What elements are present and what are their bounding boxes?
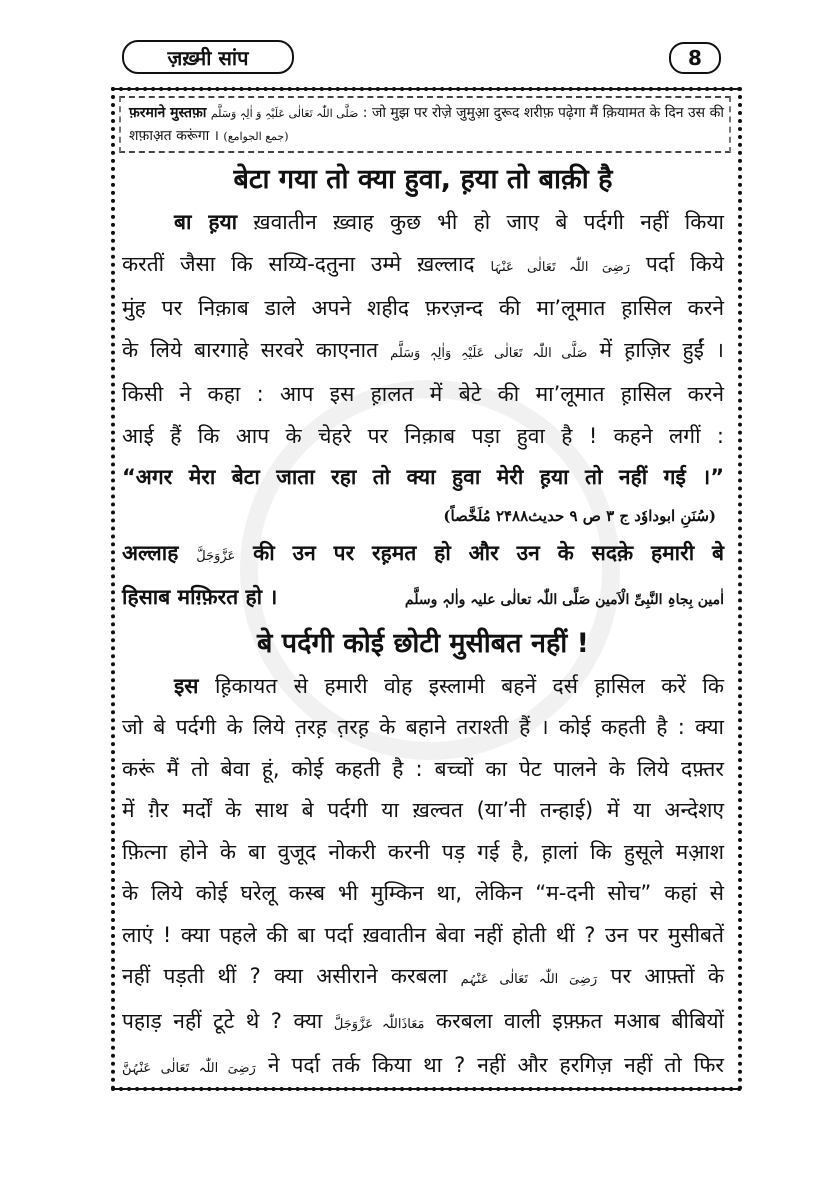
paragraph-line: [122, 832, 724, 874]
section-heading-2: बे पर्दगी कोई छोटी मुसीबत नहीं !: [256, 627, 590, 659]
paragraph-line: [122, 749, 724, 791]
arabic-salutation: صَلَّی اللّٰہ تَعَالٰی عَلَیْہِ وَ اٰلِہٖ وَسَلَّم: [210, 107, 359, 120]
line-text: पहाड़ नहीं टूटे थे ? क्या: [122, 1008, 334, 1033]
paragraph-line: [122, 666, 724, 708]
paragraph-line: [122, 202, 724, 244]
line-text: में ह़ाज़िर हुईं ।: [587, 337, 724, 362]
line-text: लाएं ! क्या पहले की बा पर्दा ख़वातीन बेवा नहीं होती थीं ? उन पर मुसीबतें: [122, 922, 724, 947]
paragraph-line: [122, 956, 724, 1001]
bold-lead: बा ह़या: [174, 210, 238, 234]
page-number-text: 8: [688, 46, 702, 70]
hadith-line-2: [129, 125, 721, 148]
line-text: आई हैं कि आप के चेहरे पर निक़ाब पड़ा हुवा है ! कहने लगीं :: [122, 423, 724, 448]
line-text: नहीं पड़ती थीं ? क्या असीराने करबला: [122, 964, 461, 988]
line-text: हिसाब मग़्फ़िरत हो ।: [122, 585, 278, 609]
quote-line: [122, 457, 724, 499]
paragraph-line: [122, 873, 724, 915]
paragraph-line: [122, 374, 724, 416]
line-text: ने पर्दा तर्क किया था ? नहीं और हरगिज़ नहीं तो फिर: [255, 1053, 724, 1077]
hadith-reference: (سُنَنِ ابوداوٗد ج ۳ ص ۹ حدیث۲۴۸۸ مُلَخَّصاً): [443, 506, 716, 525]
paragraph-line: [122, 416, 724, 458]
section-heading-1: बेटा गया तो क्या हुवा, ह़या तो बाक़ी है: [233, 164, 613, 195]
hadith-text: : जो मुझ पर रोज़े जुमुआ़ दुरूद शरीफ़ पढ़ेगा मैं क़ियामत के दिन उस की: [362, 105, 724, 121]
book-title: [122, 40, 294, 74]
dua-line-1: [122, 533, 724, 578]
arabic-salutation: صَلَّی اللّٰہ تَعَالٰی عَلَیْہِ وَاٰلِہٖ وَسَلَّم: [390, 345, 588, 361]
line-text: ख़वातीन ख़्वाह कुछ भी हो जाए बे पर्दगी नहीं किया: [237, 210, 724, 234]
hadith-line-1: [129, 102, 724, 125]
line-text: करबला वाली इफ़्फ़त मआब बीबियों: [424, 1008, 724, 1033]
page-content: [122, 158, 724, 1090]
line-text: के लिये बारगाहे सरवरे काएनात: [122, 337, 391, 362]
arabic-honorific: مَعَاذَاللّٰہ عَزَّوَجَلَّ: [333, 1016, 425, 1032]
paragraph-line: [122, 707, 724, 749]
paragraph-line: [122, 1045, 724, 1090]
book-title-text: ज़ख़्मी सांप: [167, 45, 249, 70]
line-text: पर्दा किये: [629, 251, 724, 276]
paragraph-line: [122, 244, 724, 289]
line-text: किसी ने कहा : आप इस ह़ालत में बेटे की मा’लूमात ह़ासिल करने: [122, 382, 724, 406]
line-text: में ग़ैर मर्दों के साथ बे पर्दगी या ख़ल्वत (या’नी तन्हाई) में या अन्देशए: [122, 798, 724, 822]
line-text: जो बे पर्दगी के लिये त़रह़ त़रह़ के बहाने तराश्ती हैं । कोई कहती है : क्या: [122, 715, 724, 739]
line-text: फ़ित्ना होने के बा वुजूद नोकरी करनी पड़ गई है, ह़ालां कि हुसूले मआ़श: [122, 839, 724, 864]
hadith-label: फ़रमाने मुस्तफ़ा: [129, 105, 207, 121]
arabic-honorific: رَضِیَ اللّٰہ تَعَالٰی عَنْہُنَّ: [122, 1061, 256, 1076]
paragraph-line: [122, 288, 724, 330]
arabic-honorific: عَزَّوَجَلَّ: [196, 548, 236, 564]
arabic-honorific: رَضِیَ اللّٰہ تَعَالٰی عَنْہُم: [460, 972, 598, 987]
line-text: ह़िकायत से हमारी वोह इस्लामी बहनें दर्स ह़ासिल करें कि: [198, 673, 724, 698]
quote-text: “अगर मेरा बेटा जाता रहा तो क्या हुवा मेरी ह़या तो नहीं गई ।”: [122, 465, 724, 489]
line-text: करतीं जैसा कि सय्यि-दतुना उम्मे ख़ल्लाद: [122, 251, 491, 276]
line-text: की उन पर रह़मत हो और उन के सदक़े हमारी बे: [235, 540, 725, 565]
arabic-dua: اٰمین بِجاہِ النَّبِیِّ الْاَمین صَلَّی اللّٰہ تعالٰی علیہ واٰلہٖ وسلَّم: [404, 592, 724, 608]
bold-lead: इस: [174, 673, 199, 698]
dua-line-2: [122, 577, 724, 622]
hadith-box: [119, 96, 731, 153]
line-text: मुंह पर निक़ाब डाले अपने शहीद फ़रज़न्द की मा’लूमात ह़ासिल करने: [122, 296, 724, 320]
hadith-text-cont: शफ़ाअ़त करूंगा ।: [129, 128, 219, 144]
paragraph-line: [122, 330, 724, 375]
paragraph-line: [122, 1001, 724, 1046]
page-number: [669, 42, 721, 74]
line-text: के लिये कोई घरेलू कस्ब भी मुम्किन था, लेकिन “म-दनी सोच” कहां से: [122, 881, 724, 905]
paragraph-line: [122, 790, 724, 832]
line-text: करूं मैं तो बेवा हूं, कोई कहती है : बच्चों का पेट पालने के लिये दफ़्तर: [122, 756, 724, 781]
line-text: अल्लाह: [122, 540, 197, 565]
line-text: पर आफ़्तों के: [597, 964, 724, 988]
paragraph-line: [122, 915, 724, 957]
arabic-honorific: رَضِیَ اللّٰہ تَعَالٰی عَنْہَا: [490, 259, 630, 275]
hadith-source: (جمع الجوامع): [223, 130, 289, 143]
